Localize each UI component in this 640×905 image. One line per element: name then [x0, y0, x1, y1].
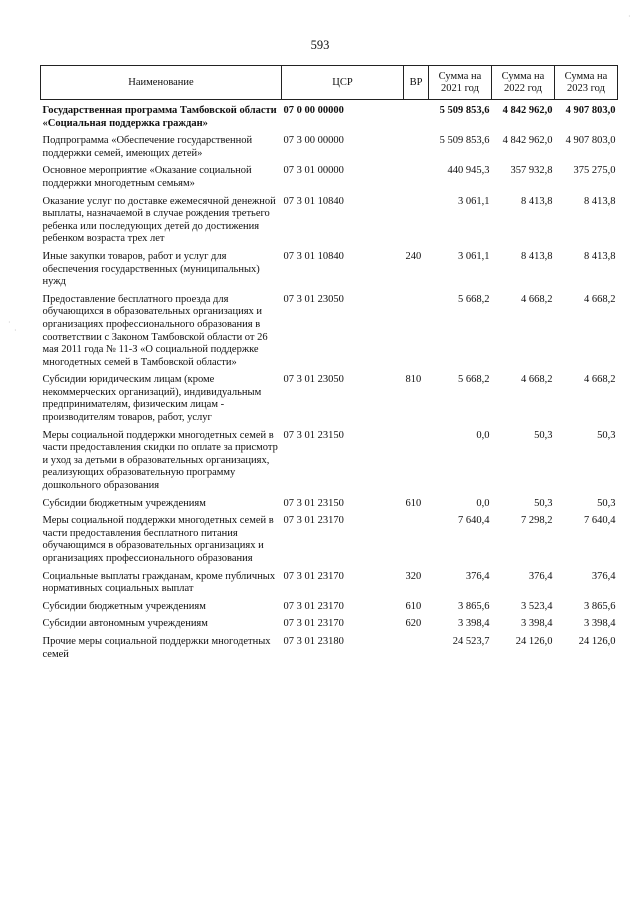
cell-sum-2021: 376,4 [465, 570, 490, 582]
table-row [41, 636, 618, 666]
cell-csr: 07 3 01 23170 [283, 618, 344, 630]
budget-table [40, 65, 618, 666]
cell-sum-2023: 4 668,2 [584, 293, 616, 305]
cell-sum-2022: 3 398,4 [521, 618, 553, 630]
cell-name: Меры социальной поддержки многодетных семей в части предоставления скидки по оплате за присмотр и уход за детьми в образовательных организациях, реализующих образовательную программу дошкольного образования [42, 429, 278, 492]
cell-sum-2023: 3 865,6 [584, 600, 616, 612]
column-header-sum-2023: Сумма на 2023 год [555, 66, 618, 100]
cell-vr: 810 [405, 374, 422, 386]
cell-name: Основное мероприятие «Оказание социальной поддержки многодетным семьям» [42, 165, 252, 189]
cell-vr [404, 430, 429, 498]
cell-csr: 07 3 01 23180 [283, 635, 344, 647]
cell-sum-2022: 4 668,2 [521, 293, 553, 305]
cell-name: Субсидии бюджетным учреждениям [42, 497, 206, 509]
cell-vr [404, 515, 429, 570]
cell-sum-2022: 357 932,8 [510, 165, 553, 177]
cell-sum-2021: 3 865,6 [458, 600, 490, 612]
cell-sum-2022: 50,3 [534, 429, 553, 441]
cell-vr: 610 [405, 600, 422, 612]
column-header-sum-2022: Сумма на 2022 год [492, 66, 555, 100]
cell-name: Иные закупки товаров, работ и услуг для обеспечения государственных (муниципальных) нужд [42, 250, 260, 288]
cell-sum-2021: 5 668,2 [458, 374, 490, 386]
cell-sum-2022: 4 842 962,0 [502, 135, 553, 147]
table-row [41, 294, 618, 375]
table-row [41, 374, 618, 429]
cell-name: Социальные выплаты гражданам, кроме публичных нормативных социальных выплат [42, 570, 276, 595]
cell-sum-2021: 3 398,4 [458, 618, 490, 630]
cell-csr: 07 3 01 23170 [283, 600, 344, 612]
cell-sum-2022: 3 523,4 [521, 600, 553, 612]
cell-sum-2023: 4 907 803,0 [565, 105, 616, 116]
table-row [41, 135, 618, 165]
cell-sum-2023: 4 668,2 [584, 374, 616, 386]
cell-sum-2022: 4 668,2 [521, 374, 553, 386]
cell-name: Подпрограмма «Обеспечение государственной поддержки семей, имеющих детей» [42, 135, 253, 159]
cell-vr [404, 294, 429, 375]
cell-vr [404, 135, 429, 165]
cell-csr: 07 3 01 10840 [283, 250, 344, 262]
cell-sum-2023: 376,4 [591, 570, 616, 582]
cell-csr: 07 3 01 23170 [283, 515, 344, 527]
cell-csr: 07 3 01 23050 [283, 293, 344, 305]
table-row [41, 100, 618, 136]
table-row [41, 601, 618, 619]
cell-sum-2021: 24 523,7 [452, 635, 490, 647]
cell-sum-2022: 8 413,8 [521, 250, 553, 262]
cell-name: Предоставление бесплатного проезда для обучающихся в образовательных организациях и организациях профессионального образования в соответствии с Законом Тамбовской области от 26 мая 2011 года № 11-З «О социальной поддержке многодетных семей в Тамбовской области» [42, 293, 268, 368]
table-body [41, 100, 618, 667]
cell-sum-2023: 4 907 803,0 [565, 135, 616, 147]
cell-sum-2021: 7 640,4 [458, 515, 490, 527]
cell-csr: 07 3 01 10840 [283, 195, 344, 207]
table-row [41, 430, 618, 498]
cell-vr [404, 196, 429, 251]
table-row [41, 618, 618, 636]
cell-csr: 07 3 01 23150 [283, 497, 344, 509]
cell-csr: 07 0 00 00000 [283, 105, 344, 116]
cell-name: Прочие меры социальной поддержки многодетных семей [42, 635, 271, 660]
page-number: 593 [310, 38, 330, 52]
scan-speck: · [14, 326, 17, 335]
cell-name: Государственная программа Тамбовской области «Социальная поддержка граждан» [42, 105, 277, 129]
cell-name: Оказание услуг по доставке ежемесячной денежной выплаты, назначаемой в случае рождения третьего ребенка или последующих детей до достижения ребенком возраста трех лет [42, 195, 276, 245]
cell-sum-2023: 3 398,4 [584, 618, 616, 630]
cell-sum-2023: 8 413,8 [584, 195, 616, 207]
table-row [41, 196, 618, 251]
cell-sum-2021: 5 509 853,6 [439, 105, 490, 116]
column-header-csr: ЦСР [282, 66, 404, 100]
column-header-name: Наименование [41, 66, 282, 100]
cell-vr [404, 100, 429, 136]
cell-vr: 240 [405, 250, 422, 262]
table-header [41, 66, 618, 100]
cell-sum-2021: 0,0 [476, 429, 490, 441]
cell-vr [404, 165, 429, 195]
cell-csr: 07 3 01 00000 [283, 165, 344, 177]
cell-sum-2022: 7 298,2 [521, 515, 553, 527]
cell-sum-2022: 50,3 [534, 497, 553, 509]
cell-csr: 07 3 01 23150 [283, 429, 344, 441]
table-row [41, 498, 618, 516]
cell-sum-2023: 24 126,0 [578, 635, 616, 647]
cell-name: Субсидии бюджетным учреждениям [42, 600, 206, 612]
cell-sum-2023: 8 413,8 [584, 250, 616, 262]
cell-csr: 07 3 01 23050 [283, 374, 344, 386]
table-row [41, 165, 618, 195]
cell-vr [404, 636, 429, 666]
cell-sum-2023: 50,3 [597, 429, 616, 441]
cell-csr: 07 3 01 23170 [283, 570, 344, 582]
cell-sum-2023: 50,3 [597, 497, 616, 509]
cell-csr: 07 3 00 00000 [283, 135, 344, 147]
cell-sum-2021: 5 509 853,6 [439, 135, 490, 147]
cell-sum-2021: 440 945,3 [447, 165, 490, 177]
cell-sum-2023: 7 640,4 [584, 515, 616, 527]
cell-sum-2021: 0,0 [476, 497, 490, 509]
cell-sum-2022: 376,4 [528, 570, 553, 582]
table-row [41, 571, 618, 601]
cell-sum-2022: 4 842 962,0 [502, 105, 553, 116]
cell-vr: 610 [405, 497, 422, 509]
cell-sum-2022: 24 126,0 [515, 635, 553, 647]
cell-name: Субсидии юридическим лицам (кроме некоммерческих организаций), индивидуальным предпринимателям, физическим лицам - производителям товаров, работ, услуг [42, 374, 262, 424]
cell-name: Меры социальной поддержки многодетных семей в части предоставления бесплатного питания обучающимся в образовательных организациях и организациях профессионального образования [42, 515, 274, 564]
cell-vr: 620 [405, 618, 422, 630]
cell-sum-2023: 375 275,0 [573, 165, 616, 177]
scan-speck: · [8, 318, 11, 327]
table-row [41, 515, 618, 570]
cell-sum-2021: 3 061,1 [458, 250, 490, 262]
column-header-vr: ВР [404, 66, 429, 100]
column-header-sum-2021: Сумма на 2021 год [429, 66, 492, 100]
cell-name: Субсидии автономным учреждениям [42, 618, 208, 630]
table-row [41, 251, 618, 294]
scan-speck: · [628, 12, 631, 21]
cell-sum-2022: 8 413,8 [521, 195, 553, 207]
cell-sum-2021: 3 061,1 [458, 195, 490, 207]
cell-vr: 320 [405, 570, 422, 582]
cell-sum-2021: 5 668,2 [458, 293, 490, 305]
